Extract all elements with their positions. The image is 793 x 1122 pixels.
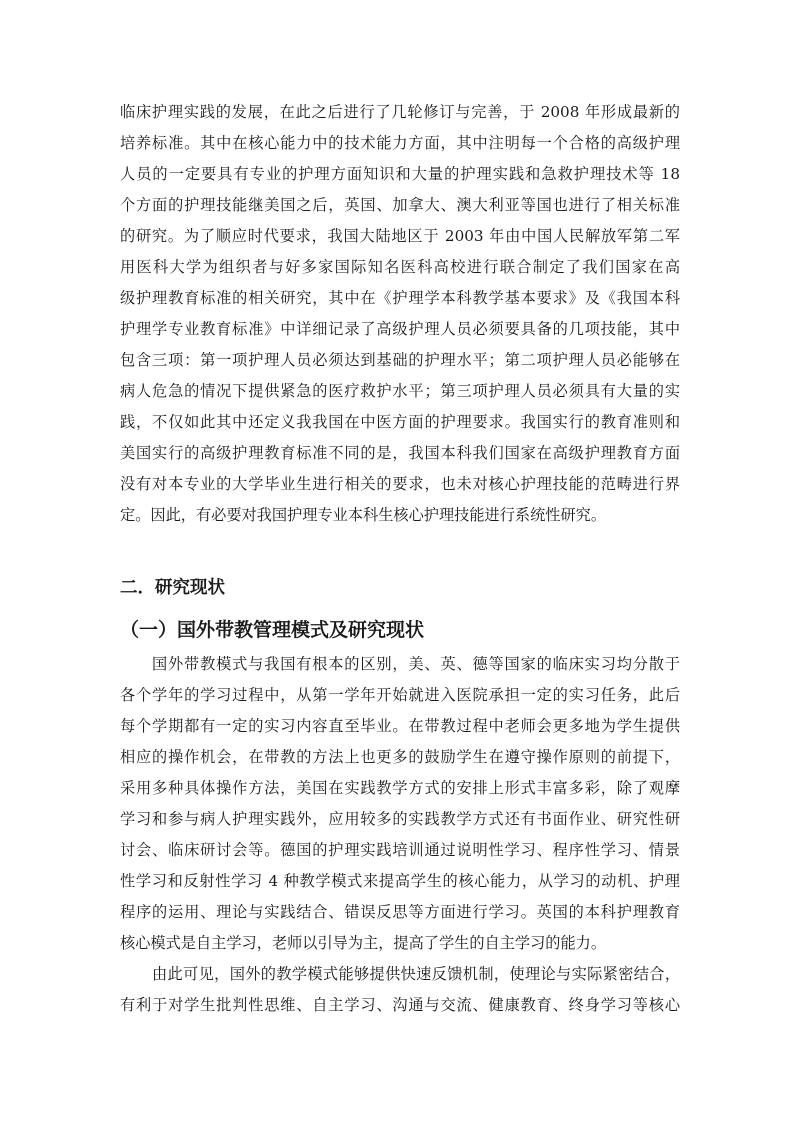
- paragraph-line: 培养标准。其中在核心能力中的技术能力方面，其中注明每一个合格的高级护理: [120, 134, 680, 152]
- paragraph-line: 没有对本专业的大学毕业生进行相关的要求，也未对核心护理技能的范畴进行界: [120, 475, 680, 493]
- paragraph-line: 讨会、临床研讨会等。德国的护理实践培训通过说明性学习、程序性学习、情景: [120, 841, 680, 859]
- paragraph-line: 护理学专业教育标准》中详细记录了高级护理人员必须要具备的几项技能，其中: [120, 320, 680, 338]
- paragraph-line: 由此可见，国外的教学模式能够提供快速反馈机制，使理论与实际紧密结合，: [152, 965, 680, 983]
- paragraph-line: 用医科大学为组织者与好多家国际知名医科高校进行联合制定了我们国家在高: [120, 258, 680, 276]
- paragraph-line: 践，不仅如此其中还定义我我国在中医方面的护理要求。我国实行的教育准则和: [120, 413, 680, 431]
- paragraph-line: 临床护理实践的发展，在此之后进行了几轮修订与完善，于 2008 年形成最新的: [120, 103, 680, 121]
- subsection-heading: （一）国外带教管理模式及研究现状: [120, 619, 425, 641]
- paragraph-line: 各个学年的学习过程中，从第一学年开始就进入医院承担一定的实习任务，此后: [120, 686, 680, 704]
- paragraph-line: 核心模式是自主学习，老师以引导为主，提高了学生的自主学习的能力。: [120, 934, 606, 952]
- paragraph-line: 学习和参与病人护理实践外，应用较多的实践教学方式还有书面作业、研究性研: [120, 810, 680, 828]
- paragraph-line: 国外带教模式与我国有根本的区别，美、英、德等国家的临床实习均分散于: [152, 655, 680, 673]
- paragraph-line: 有利于对学生批判性思维、自主学习、沟通与交流、健康教育、终身学习等核心: [120, 996, 680, 1014]
- paragraph-line: 性学习和反射性学习 4 种教学模式来提高学生的核心能力，从学习的动机、护理: [120, 872, 680, 890]
- paragraph-line: 美国实行的高级护理教育标准不同的是，我国本科我们国家在高级护理教育方面: [120, 444, 680, 462]
- paragraph-line: 人员的一定要具有专业的护理方面知识和大量的护理实践和急救护理技术等 18: [120, 165, 680, 183]
- paragraph-line: 的研究。为了顺应时代要求，我国大陆地区于 2003 年由中国人民解放军第二军: [120, 227, 680, 245]
- paragraph-line: 每个学期都有一定的实习内容直至毕业。在带教过程中老师会更多地为学生提供: [120, 717, 680, 735]
- paragraph-line: 程序的运用、理论与实践结合、错误反思等方面进行学习。英国的本科护理教育: [120, 903, 680, 921]
- section-heading: 二．研究现状: [120, 578, 225, 598]
- paragraph-line: 包含三项：第一项护理人员必须达到基础的护理水平；第二项护理人员必能够在: [120, 351, 680, 369]
- paragraph-line: 相应的操作机会，在带教的方法上也更多的鼓励学生在遵守操作原则的前提下，: [120, 748, 680, 766]
- paragraph-line: 定。因此，有必要对我国护理专业本科生核心护理技能进行系统性研究。: [120, 506, 606, 524]
- paragraph-line: 个方面的护理技能继美国之后，英国、加拿大、澳大利亚等国也进行了相关标准: [120, 196, 680, 214]
- paragraph-line: 病人危急的情况下提供紧急的医疗救护水平；第三项护理人员必须具有大量的实: [120, 382, 680, 400]
- paragraph-line: 采用多种具体操作方法，美国在实践教学方式的安排上形式丰富多彩，除了观摩: [120, 779, 680, 797]
- paragraph-line: 级护理教育标准的相关研究，其中在《护理学本科教学基本要求》及《我国本科: [120, 289, 680, 307]
